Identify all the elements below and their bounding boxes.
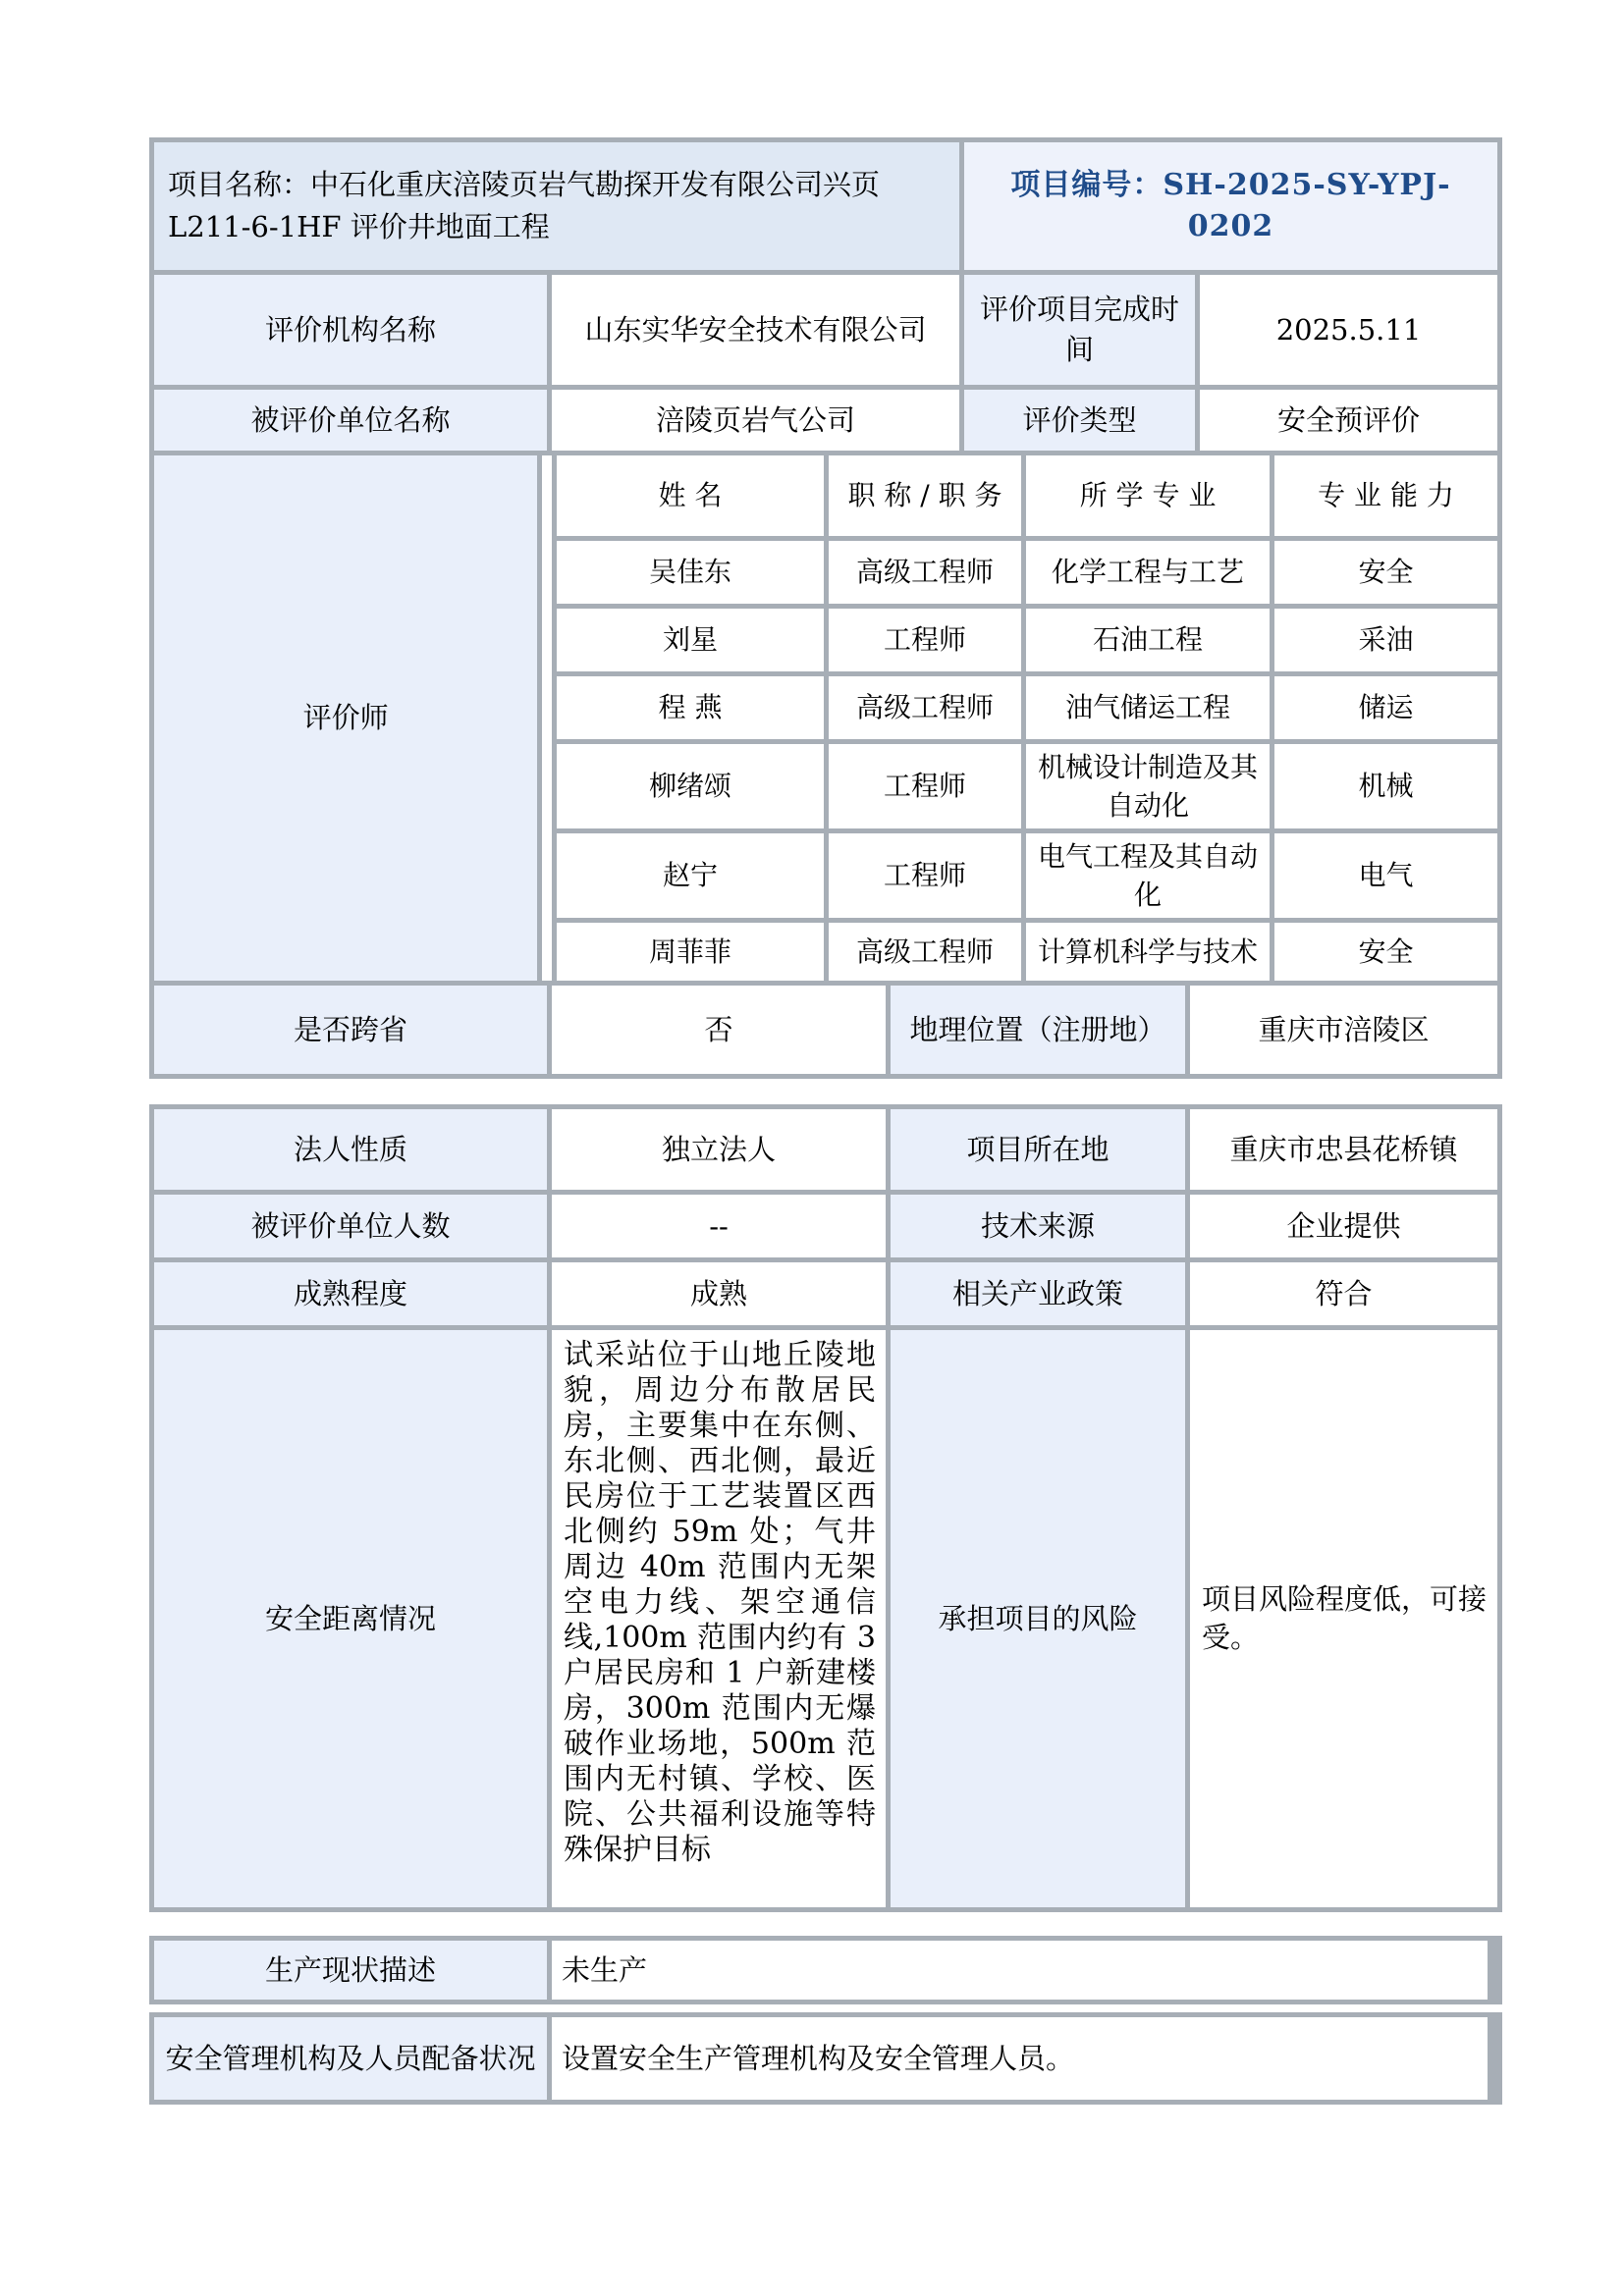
evaluator-capability: 电气 (1274, 833, 1497, 918)
evaluator-title: 高级工程师 (829, 676, 1021, 739)
evaluator-major: 机械设计制造及其自动化 (1026, 744, 1270, 828)
section-gap (149, 1912, 1502, 1936)
section-gap (149, 2004, 1502, 2012)
value-geo-location: 重庆市涪陵区 (1190, 986, 1497, 1074)
value-unit-headcount: -- (552, 1195, 886, 1257)
label-safety-distance: 安全距离情况 (154, 1330, 547, 1907)
evaluator-name: 程 燕 (557, 676, 824, 739)
label-evaluated-unit: 被评价单位名称 (154, 390, 547, 451)
col-header-capability: 专 业 能 力 (1274, 455, 1497, 536)
evaluators-block (154, 455, 1497, 981)
label-safety-management: 安全管理机构及人员配备状况 (154, 2017, 547, 2100)
table-section-production (149, 1936, 1502, 2004)
label-legal-nature: 法人性质 (154, 1109, 547, 1190)
table-row (154, 2017, 1497, 2100)
value-project-location: 重庆市忠县花桥镇 (1190, 1109, 1497, 1190)
table-row (154, 1941, 1497, 2000)
table-section-management (149, 2012, 1502, 2105)
evaluator-title: 工程师 (829, 744, 1021, 828)
section-gap (149, 1079, 1502, 1104)
evaluator-row (557, 541, 1497, 604)
label-cross-province: 是否跨省 (154, 986, 547, 1074)
evaluator-major: 化学工程与工艺 (1026, 541, 1270, 604)
evaluators-header-row (557, 455, 1497, 536)
label-geo-location: 地理位置（注册地） (891, 986, 1185, 1074)
project-name-cell: 项目名称：中石化重庆涪陵页岩气勘探开发有限公司兴页 L211-6-1HF 评价井地面工程 (154, 142, 959, 270)
table-row (154, 142, 1497, 270)
evaluator-major: 油气储运工程 (1026, 676, 1270, 739)
value-production-status: 未生产 (552, 1941, 1488, 2000)
label-evaluation-type: 评价类型 (964, 390, 1195, 451)
table-row (154, 1330, 1497, 1907)
value-cross-province: 否 (552, 986, 886, 1074)
value-evaluated-unit: 涪陵页岩气公司 (552, 390, 959, 451)
evaluator-name: 刘星 (557, 609, 824, 671)
evaluator-capability: 采油 (1274, 609, 1497, 671)
value-technology-source: 企业提供 (1190, 1195, 1497, 1257)
evaluator-capability: 安全 (1274, 541, 1497, 604)
evaluator-capability: 安全 (1274, 923, 1497, 981)
evaluator-row (557, 744, 1497, 828)
table-row (154, 390, 1497, 451)
evaluator-title: 工程师 (829, 609, 1021, 671)
evaluator-title: 高级工程师 (829, 541, 1021, 604)
value-industry-policy: 符合 (1190, 1262, 1497, 1325)
label-maturity: 成熟程度 (154, 1262, 547, 1325)
evaluator-major: 电气工程及其自动化 (1026, 833, 1270, 918)
evaluator-major: 计算机科学与技术 (1026, 923, 1270, 981)
value-safety-management: 设置安全生产管理机构及安全管理人员。 (552, 2017, 1488, 2100)
evaluator-row (557, 833, 1497, 918)
evaluators-subtable (557, 455, 1497, 981)
evaluator-row (557, 609, 1497, 671)
value-maturity: 成熟 (552, 1262, 886, 1325)
col-header-title: 职 称 / 职 务 (829, 455, 1021, 536)
col-header-major: 所 学 专 业 (1026, 455, 1270, 536)
evaluator-capability: 储运 (1274, 676, 1497, 739)
table-section-top (149, 137, 1502, 1079)
value-legal-nature: 独立法人 (552, 1109, 886, 1190)
evaluator-title: 高级工程师 (829, 923, 1021, 981)
evaluator-capability: 机械 (1274, 744, 1497, 828)
col-header-name: 姓 名 (557, 455, 824, 536)
spacer (542, 455, 552, 981)
label-completion-time: 评价项目完成时间 (964, 275, 1195, 385)
value-evaluation-type: 安全预评价 (1200, 390, 1497, 451)
label-evaluation-org: 评价机构名称 (154, 275, 547, 385)
evaluator-name: 吴佳东 (557, 541, 824, 604)
table-row (154, 275, 1497, 385)
evaluator-row (557, 923, 1497, 981)
evaluator-name: 柳绪颂 (557, 744, 824, 828)
value-completion-time: 2025.5.11 (1200, 275, 1497, 385)
label-project-location: 项目所在地 (891, 1109, 1185, 1190)
label-technology-source: 技术来源 (891, 1195, 1185, 1257)
value-project-risk: 项目风险程度低，可接受。 (1190, 1330, 1497, 1907)
project-code-cell: 项目编号：SH-2025-SY-YPJ-0202 (964, 142, 1497, 270)
evaluator-major: 石油工程 (1026, 609, 1270, 671)
table-row (154, 986, 1497, 1074)
evaluator-title: 工程师 (829, 833, 1021, 918)
label-production-status: 生产现状描述 (154, 1941, 547, 2000)
evaluator-name: 赵宁 (557, 833, 824, 918)
table-row (154, 1262, 1497, 1325)
table-row (154, 1109, 1497, 1190)
evaluator-name: 周菲菲 (557, 923, 824, 981)
label-evaluators: 评价师 (154, 455, 537, 981)
table-section-middle (149, 1104, 1502, 1912)
evaluation-summary-table (149, 137, 1502, 2105)
label-industry-policy: 相关产业政策 (891, 1262, 1185, 1325)
value-evaluation-org: 山东实华安全技术有限公司 (552, 275, 959, 385)
label-unit-headcount: 被评价单位人数 (154, 1195, 547, 1257)
evaluator-row (557, 676, 1497, 739)
value-safety-distance: 试采站位于山地丘陵地貌，周边分布散居民房，主要集中在东侧、东北侧、西北侧，最近民房位于工艺装置区西北侧约 59m 处；气井周边 40m 范围内无架空电力线、架空通信线,100m 范围内约有 3 户居民房和 1 户新建楼房，300m 范围内无爆破作业场地，500m 范围内无村镇、学校、医院、公共福利设施等特殊保护目标 (552, 1330, 886, 1907)
label-project-risk: 承担项目的风险 (891, 1330, 1185, 1907)
table-row (154, 1195, 1497, 1257)
